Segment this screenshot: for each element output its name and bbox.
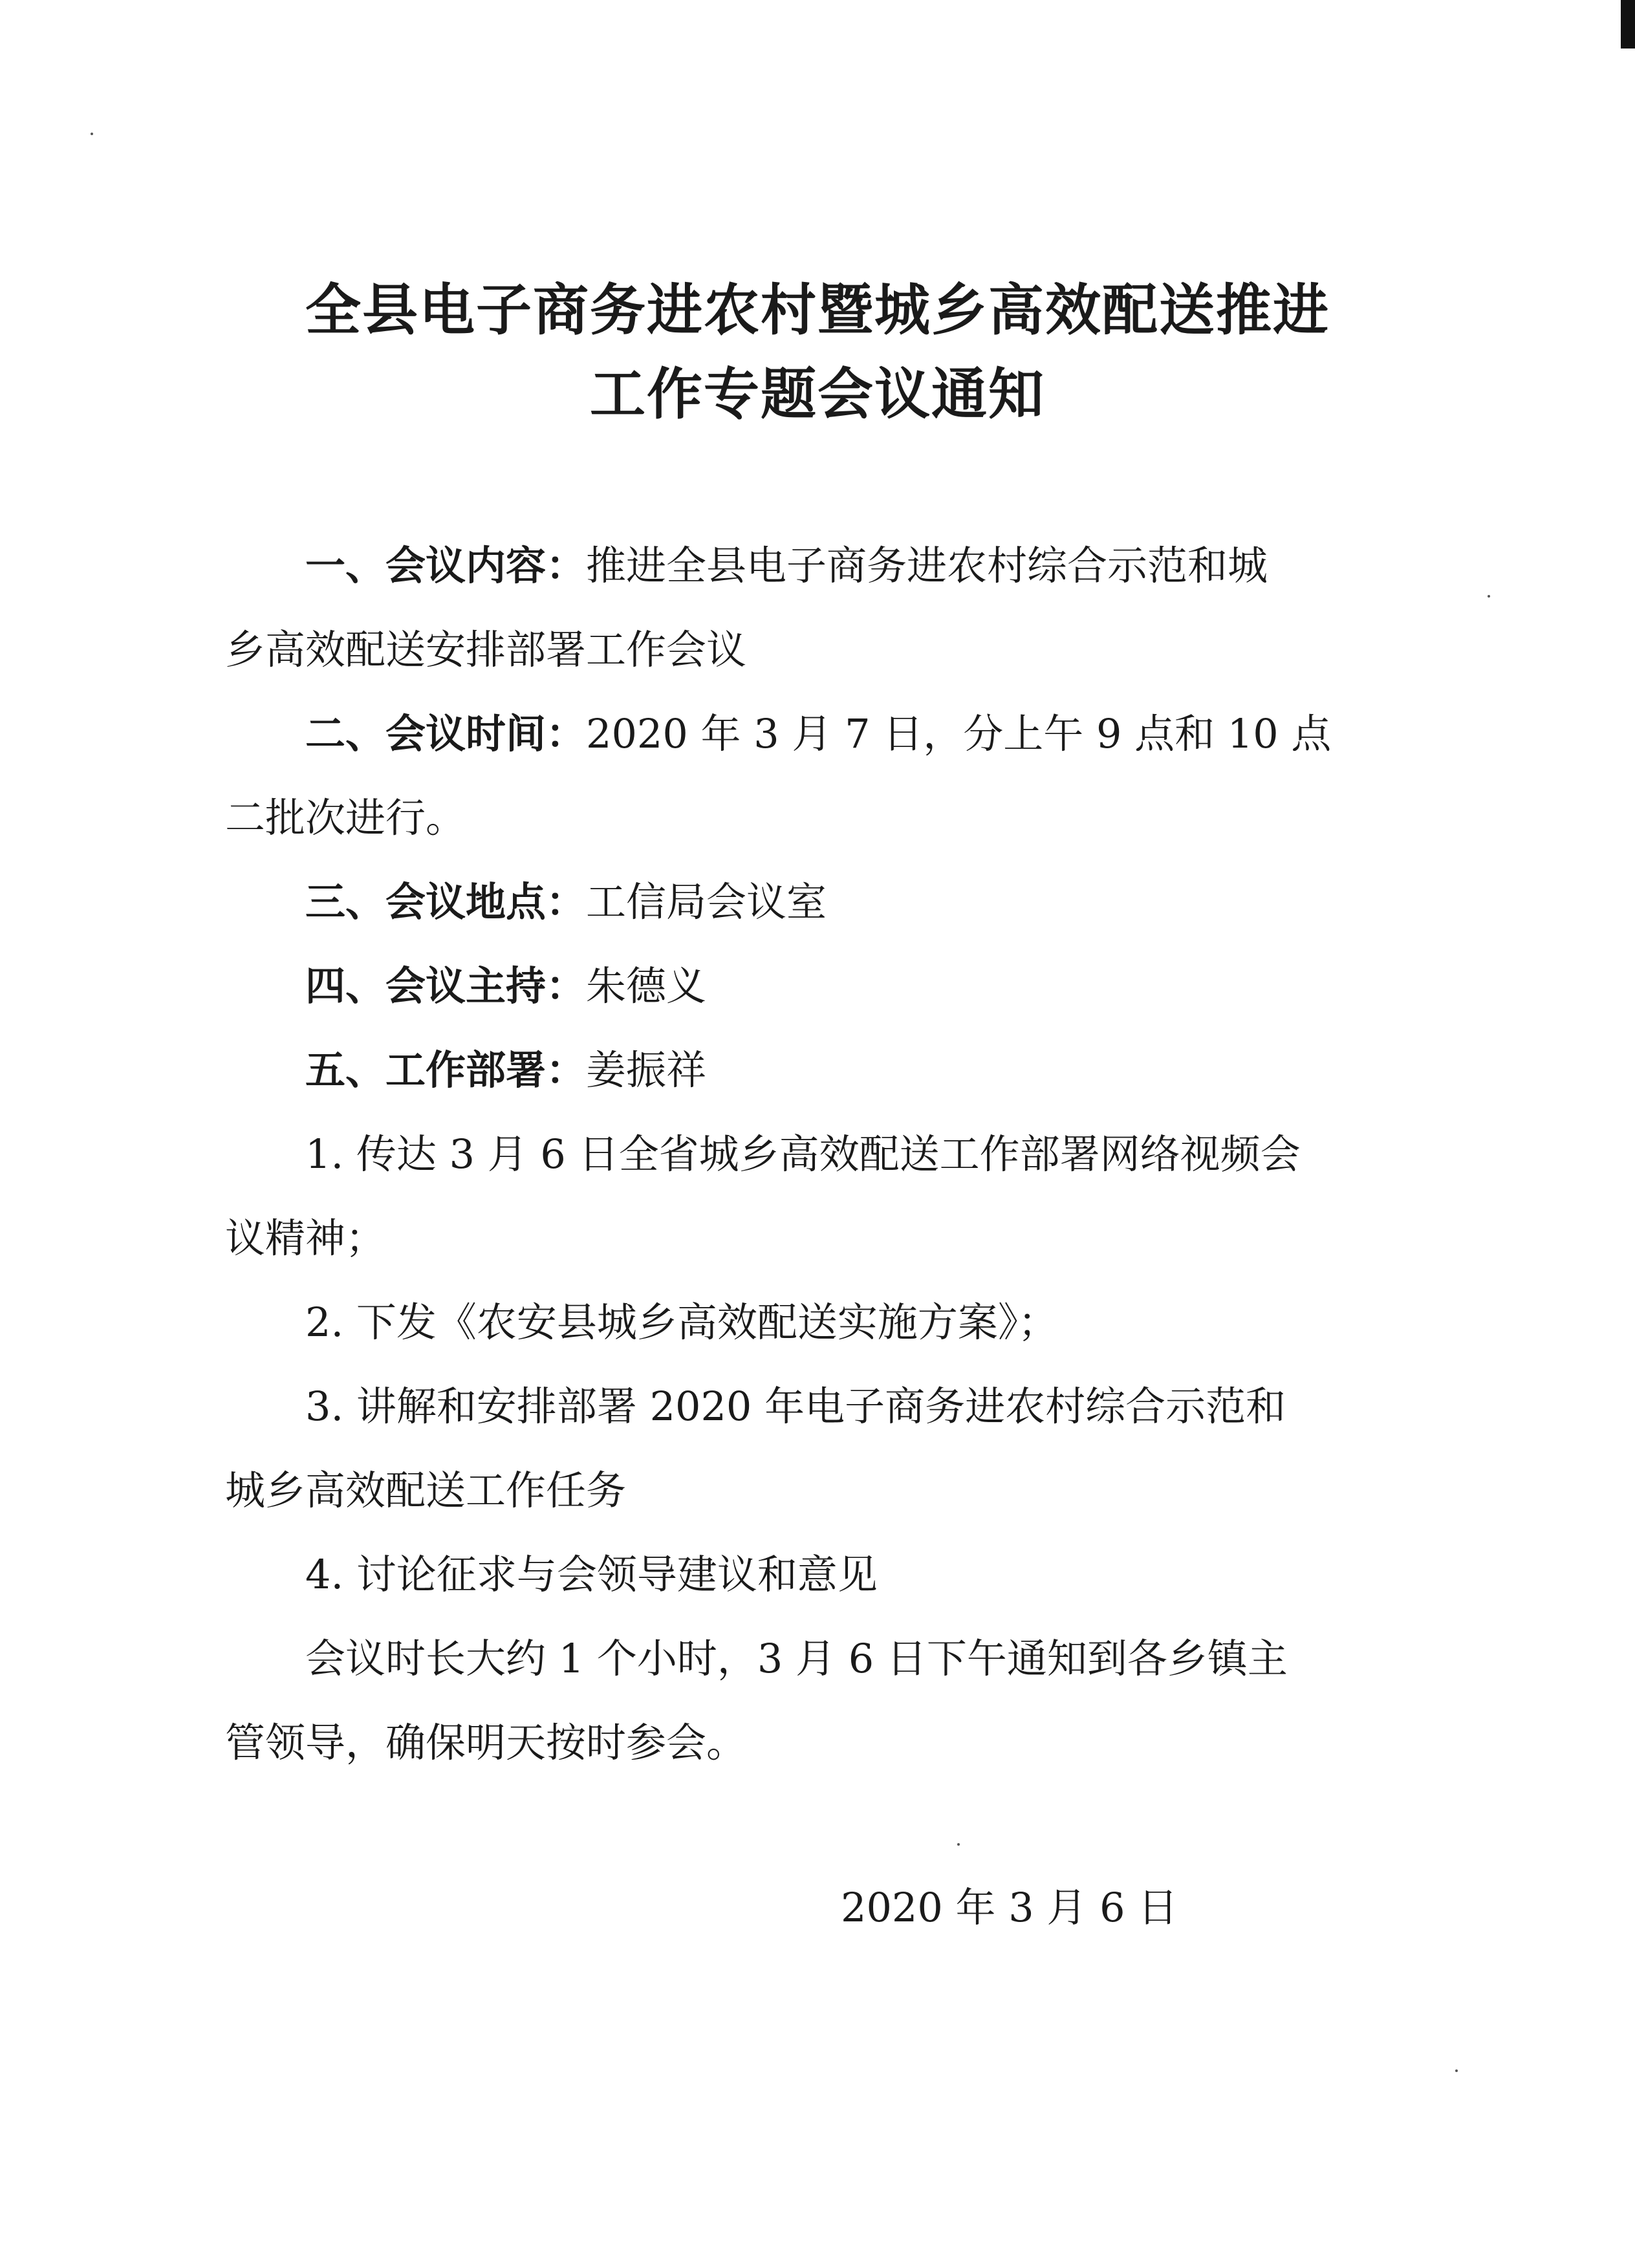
meeting-location-row (225, 870, 1418, 934)
meeting-content-text: 推进全县电子商务进农村综合示范和城 (586, 542, 1268, 589)
task-4: 4. 讨论征求与会领导建议和意见 (305, 1551, 878, 1598)
meeting-location-label: 三、会议地点： (305, 878, 587, 925)
meeting-time-row (225, 702, 1418, 766)
meeting-location-text: 工信局会议室 (586, 878, 827, 925)
closing-line-2: 管领导，确保明天按时参会。 (225, 1719, 747, 1766)
document-title-line-2: 工作专题会议通知 (590, 362, 1045, 427)
task-3-line-1: 3. 讲解和安排部署 2020 年电子商务进农村综合示范和 (305, 1383, 1286, 1430)
task-1-line-1: 1. 传达 3 月 6 日全省城乡高效配送工作部署网络视频会 (305, 1130, 1301, 1178)
meeting-content-label: 一、会议内容： (305, 542, 587, 589)
scan-edge-mark (1621, 0, 1635, 49)
meeting-time-continuation: 二批次进行。 (225, 794, 466, 841)
task-2: 2. 下发《农安县城乡高效配送实施方案》； (305, 1299, 1058, 1346)
closing-line-1: 会议时长大约 1 个小时，3 月 6 日下午通知到各乡镇主 (305, 1635, 1288, 1682)
work-deployment-row (225, 1038, 1418, 1103)
meeting-time-label: 二、会议时间： (305, 710, 587, 757)
task-1-line-2: 议精神； (225, 1215, 386, 1262)
meeting-content-row (225, 534, 1418, 598)
scan-speck (91, 133, 93, 135)
document-title-line-1: 全县电子商务进农村暨城乡高效配送推进 (305, 278, 1330, 343)
scan-speck (1455, 2069, 1458, 2072)
meeting-host-row (225, 954, 1418, 1019)
work-deployment-text: 姜振祥 (586, 1046, 707, 1094)
meeting-host-label: 四、会议主持： (305, 962, 587, 1010)
scan-speck (957, 1843, 960, 1846)
work-deployment-label: 五、工作部署： (305, 1046, 587, 1094)
document-date: 2020 年 3 月 6 日 (841, 1884, 1178, 1931)
task-3-line-2: 城乡高效配送工作任务 (225, 1467, 627, 1514)
meeting-content-continuation: 乡高效配送安排部署工作会议 (225, 626, 747, 673)
scan-speck (1488, 595, 1490, 598)
meeting-time-text: 2020 年 3 月 7 日，分上午 9 点和 10 点 (586, 710, 1332, 757)
meeting-host-text: 朱德义 (586, 962, 707, 1010)
